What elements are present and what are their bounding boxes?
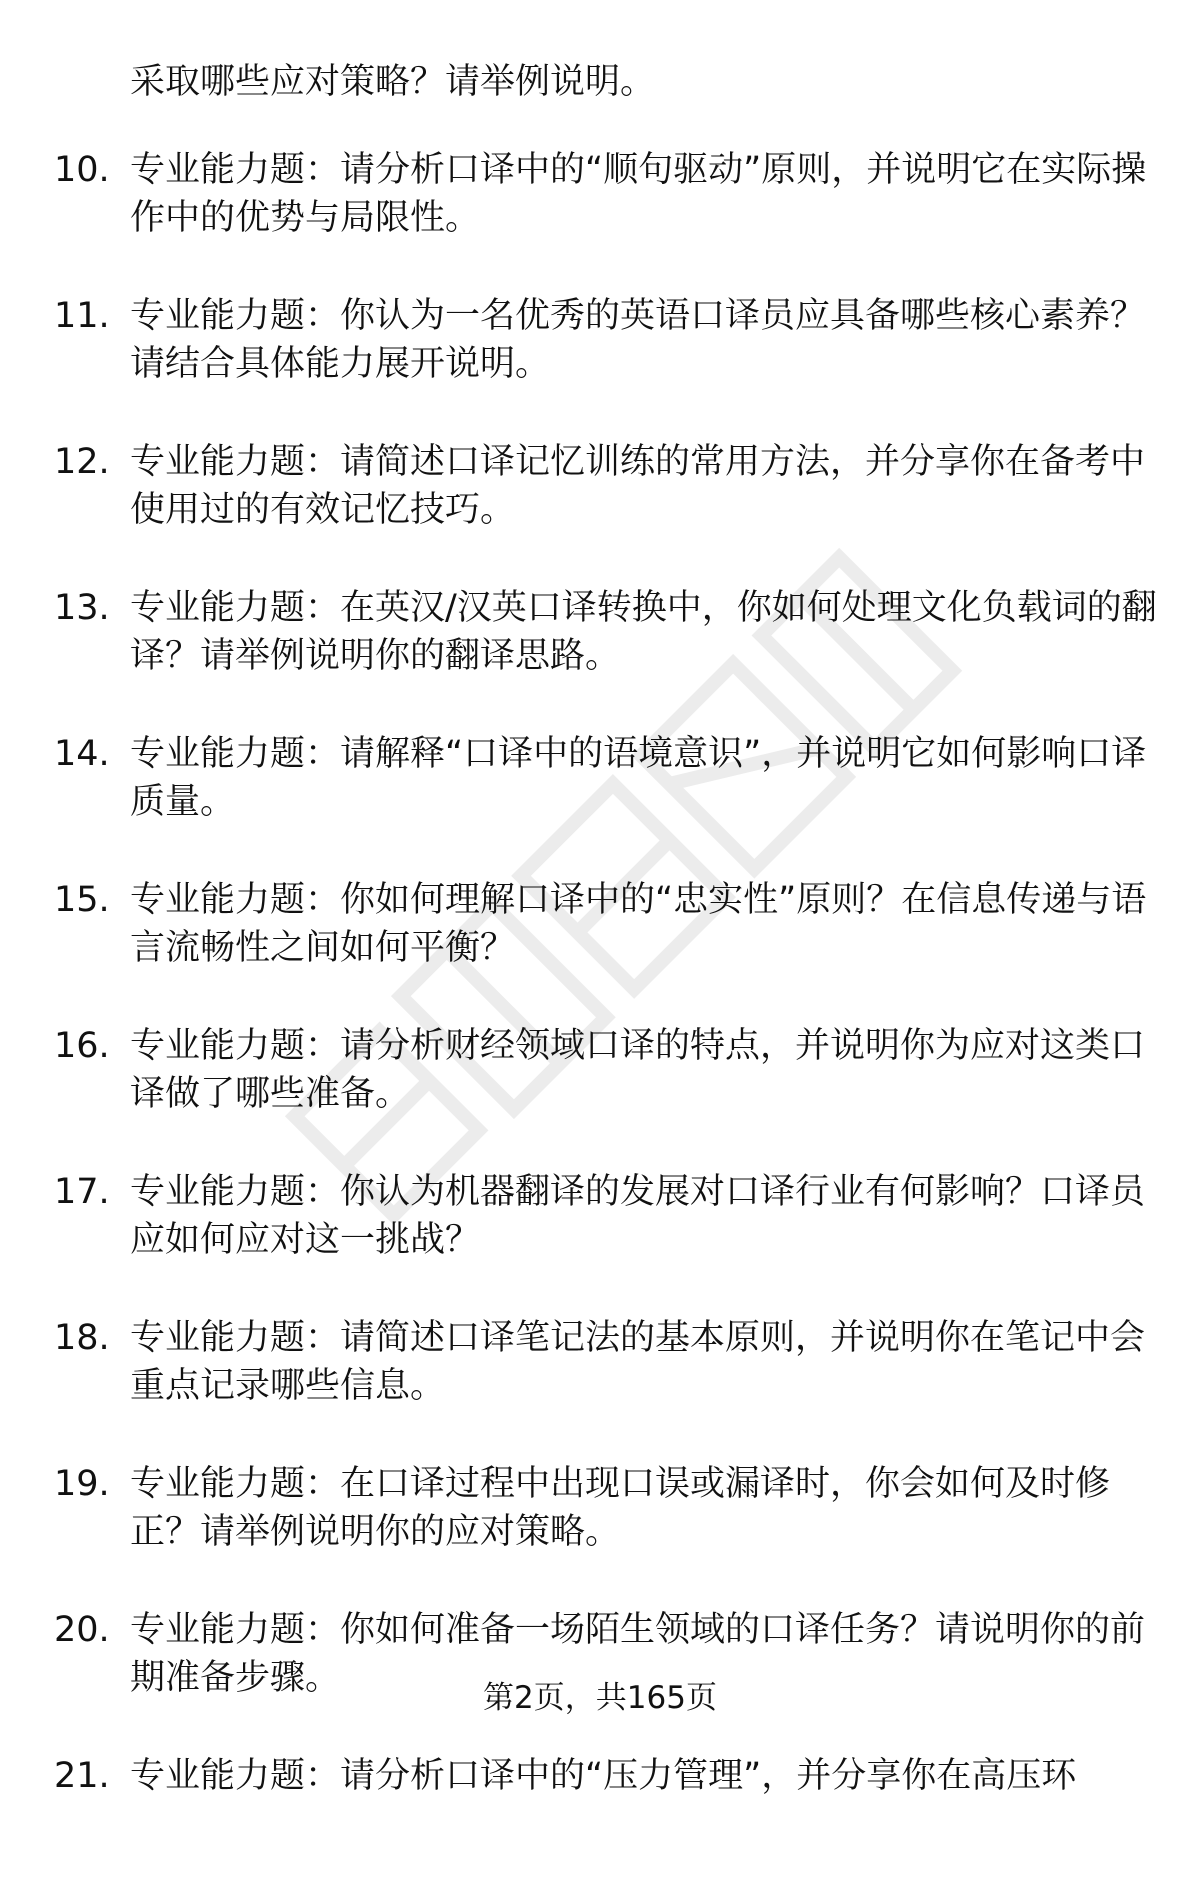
question-text: 专业能力题：你如何理解口译中的“忠实性”原则？在信息传递与语言流畅性之间如何平衡？	[130, 880, 1147, 968]
question-number: 13.	[54, 588, 110, 628]
list-item	[0, 1752, 1200, 1898]
list-item	[0, 146, 1200, 292]
list-item	[0, 876, 1200, 1022]
question-number: 20.	[54, 1610, 110, 1650]
continuation-text: 采取哪些应对策略？请举例说明。	[130, 62, 656, 102]
question-number: 18.	[54, 1318, 110, 1358]
question-number: 11.	[54, 296, 110, 336]
question-number: 10.	[54, 150, 110, 190]
list-item	[0, 1168, 1200, 1314]
question-text: 专业能力题：请解释“口译中的语境意识”，并说明它如何影响口译质量。	[130, 734, 1147, 822]
question-text: 专业能力题：在英汉/汉英口译转换中，你如何处理文化负载词的翻译？请举例说明你的翻译思路。	[130, 588, 1157, 676]
question-text: 专业能力题：请简述口译记忆训练的常用方法，并分享你在备考中使用过的有效记忆技巧。	[130, 442, 1146, 530]
question-text: 专业能力题：你如何准备一场陌生领域的口译任务？请说明你的前期准备步骤。	[130, 1610, 1146, 1698]
list-item	[0, 1460, 1200, 1606]
question-number: 16.	[54, 1026, 110, 1066]
list-item	[0, 584, 1200, 730]
list-item	[0, 438, 1200, 584]
question-number: 19.	[54, 1464, 110, 1504]
question-text: 专业能力题：请简述口译笔记法的基本原则，并说明你在笔记中会重点记录哪些信息。	[130, 1318, 1146, 1406]
list-item	[0, 1022, 1200, 1168]
question-number: 12.	[54, 442, 110, 482]
question-list	[0, 146, 1200, 1898]
question-text: 专业能力题：请分析口译中的“顺句驱动”原则，并说明它在实际操作中的优势与局限性。	[130, 150, 1147, 238]
question-text: 专业能力题：在口译过程中出现口误或漏译时，你会如何及时修正？请举例说明你的应对策略。	[130, 1464, 1111, 1552]
question-text: 专业能力题：请分析口译中的“压力管理”，并分享你在高压环	[130, 1756, 1077, 1796]
page-footer: 第2页，共165页	[483, 1680, 717, 1716]
question-text: 专业能力题：请分析财经领域口译的特点，并说明你为应对这类口译做了哪些准备。	[130, 1026, 1146, 1114]
question-text: 专业能力题：你认为一名优秀的英语口译员应具备哪些核心素养？请结合具体能力展开说明。	[130, 296, 1146, 384]
list-item	[0, 730, 1200, 876]
question-number: 21.	[54, 1756, 110, 1796]
question-text: 专业能力题：你认为机器翻译的发展对口译行业有何影响？口译员应如何应对这一挑战？	[130, 1172, 1146, 1260]
question-number: 14.	[54, 734, 110, 774]
question-number: 17.	[54, 1172, 110, 1212]
list-item	[0, 292, 1200, 438]
question-number: 15.	[54, 880, 110, 920]
list-item	[0, 1314, 1200, 1460]
